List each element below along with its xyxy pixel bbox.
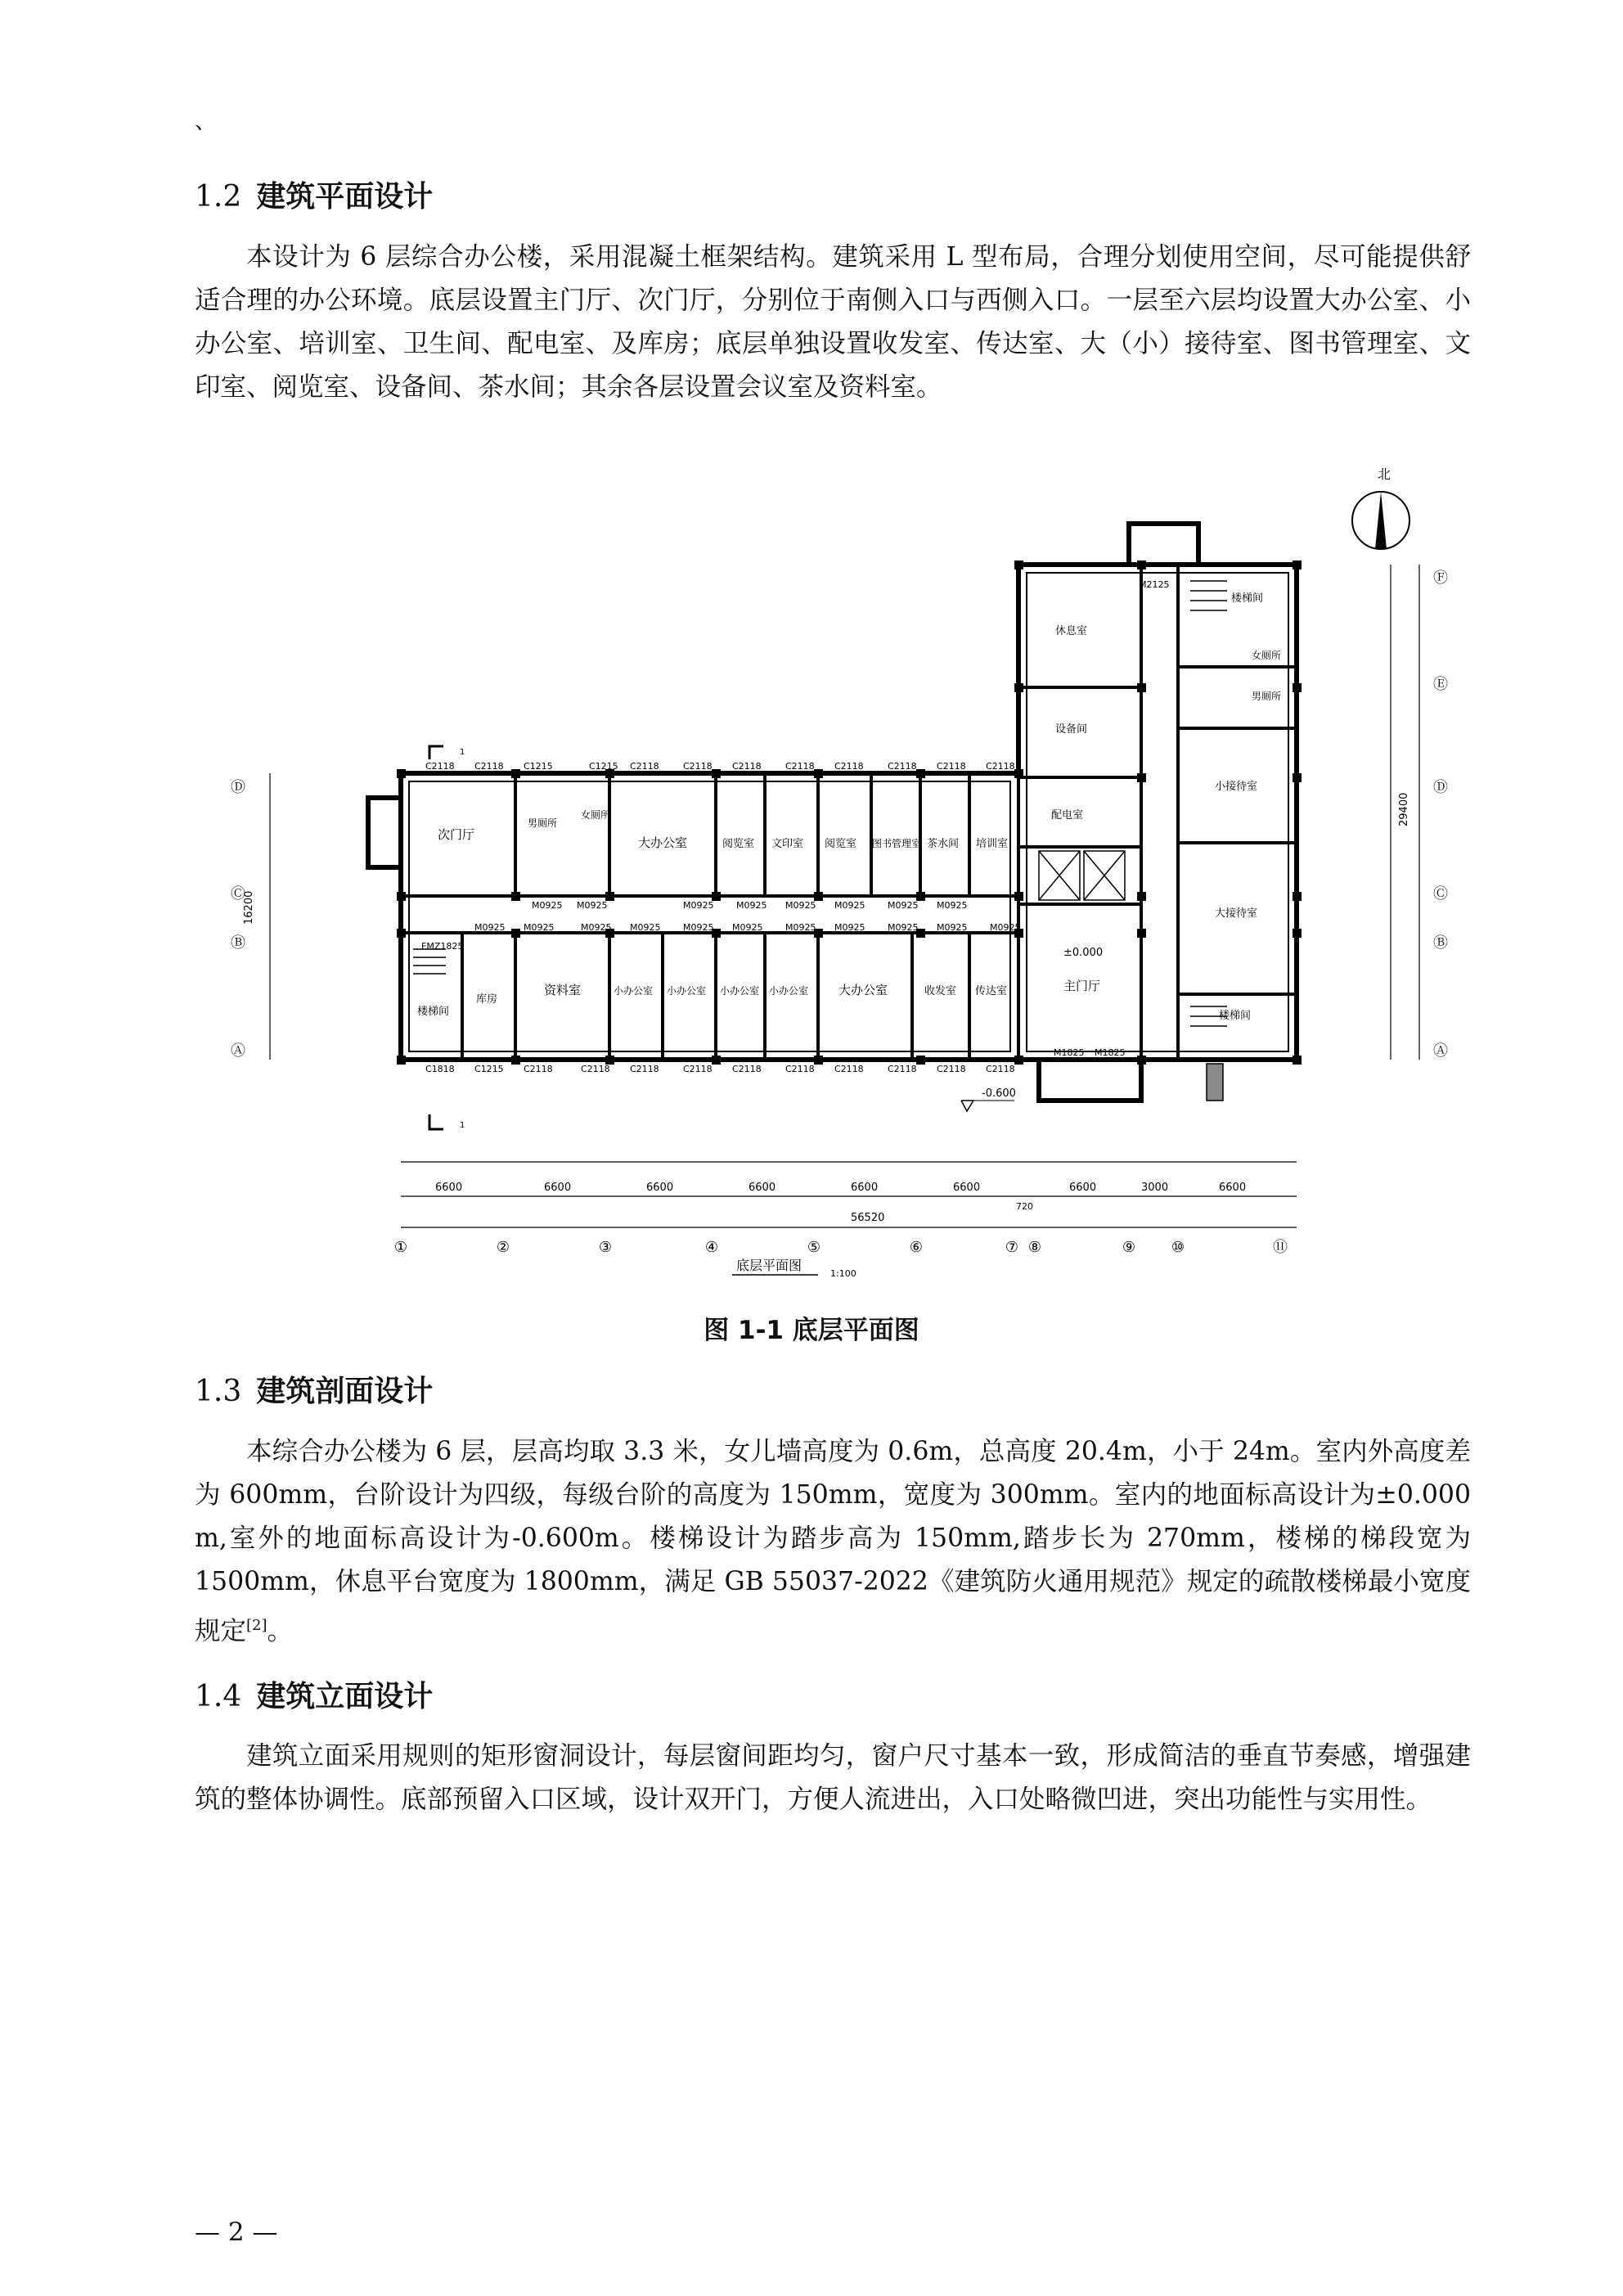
room-label: 传达室 xyxy=(975,985,1008,997)
bay-dim: 6600 xyxy=(1219,1182,1247,1194)
section-title: 建筑立面设计 xyxy=(256,1680,434,1713)
window-code: C2118 xyxy=(834,761,864,772)
window-code: C2118 xyxy=(630,1064,659,1074)
room-label: 大办公室 xyxy=(638,835,688,850)
drawing-title xyxy=(732,1258,856,1279)
door-code: M0925 xyxy=(785,922,816,933)
svg-text:1: 1 xyxy=(460,1121,465,1130)
door-code: M0925 xyxy=(683,922,714,933)
door-code: M0925 xyxy=(736,900,767,911)
section-number: 1.2 xyxy=(195,180,242,214)
room-label: 休息室 xyxy=(1055,625,1088,637)
window-code: C2118 xyxy=(986,1064,1015,1074)
bay-dim: 6600 xyxy=(544,1182,572,1194)
room-label: 男厕所 xyxy=(528,817,558,829)
room-label: 楼梯间 xyxy=(1231,592,1264,605)
door-code: M0925 xyxy=(532,900,563,911)
door-code: M0925 xyxy=(990,922,1021,933)
room-label: 大接待室 xyxy=(1215,907,1258,920)
section-paragraph-1-4: 建筑立面采用规则的矩形窗洞设计，每层窗间距均匀，窗户尺寸基本一致，形成简洁的垂直节奏感，增强建筑的整体协调性。底部预留入口区域，设计双开门，方便人流进出，入口处略微凹进，突出功能性与实用性。 xyxy=(195,1741,1471,1814)
bay-dim: 3000 xyxy=(1141,1182,1169,1194)
section-paragraph-1-3 xyxy=(195,1430,1471,1654)
figure-caption: 图 1-1 底层平面图 xyxy=(704,1316,919,1345)
citation[interactable]: [2] xyxy=(246,1617,268,1634)
axis-label: ④ xyxy=(704,1239,719,1256)
axis-label: Ⓓ xyxy=(1433,779,1448,796)
bay-dim: 6600 xyxy=(953,1182,981,1194)
bay-dim: 6600 xyxy=(1069,1182,1097,1194)
door-code: M0925 xyxy=(937,900,968,911)
room-label: 阅览室 xyxy=(722,838,755,850)
room-label: 次门厅 xyxy=(438,827,475,842)
section-title: 建筑剖面设计 xyxy=(256,1375,434,1408)
axis-label: ③ xyxy=(598,1239,613,1256)
paragraph-end: 。 xyxy=(267,1616,294,1646)
window-code: C2118 xyxy=(683,1064,713,1074)
axis-label: Ⓒ xyxy=(231,885,245,903)
section-paragraph-1-2: 本设计为 6 层综合办公楼，采用混凝土框架结构。建筑采用 L 型布局，合理分划使用空间，尽可能提供舒适合理的办公环境。底层设置主门厅、次门厅，分别位于南侧入口与西侧入口。一层至六层均设置大办公室、小办公室、培训室、卫生间、配电室、及库房；底层单独设置收发室、传达室、大（小）接待室、图书管理室、文印室、阅览室、设备间、茶水间；其余各层设置会议室及资料室。 xyxy=(195,242,1471,402)
axis-bubbles xyxy=(231,569,1448,1256)
window-code: C2118 xyxy=(425,761,455,772)
door-code: M1825 xyxy=(1054,1047,1085,1058)
axis-label: ① xyxy=(393,1239,408,1256)
section-number: 1.4 xyxy=(195,1680,242,1713)
bay-dim: 720 xyxy=(1016,1201,1033,1212)
door-code: M1825 xyxy=(1095,1047,1126,1058)
door-code: M0925 xyxy=(785,900,816,911)
window-code: C2118 xyxy=(785,1064,815,1074)
room-label: 小办公室 xyxy=(667,985,707,997)
stair-elevator-symbols xyxy=(413,581,1227,1101)
bay-dim: 6600 xyxy=(435,1182,463,1194)
axis-label: Ⓒ xyxy=(1433,885,1448,903)
window-code: C2118 xyxy=(937,1064,966,1074)
section-number: 1.3 xyxy=(195,1375,242,1408)
floor-plan-drawing xyxy=(213,458,1456,1285)
room-label: 女厕所 xyxy=(1252,650,1282,661)
room-label: 小办公室 xyxy=(720,985,760,997)
room-label: 男厕所 xyxy=(1252,691,1282,702)
door-code: M0925 xyxy=(937,922,968,933)
door-code: M0925 xyxy=(630,922,661,933)
bay-dim: 6600 xyxy=(646,1182,674,1194)
door-code: M0925 xyxy=(834,900,865,911)
room-labels xyxy=(417,592,1281,1022)
axis-label: ⑪ xyxy=(1273,1239,1288,1256)
window-code: C2118 xyxy=(732,1064,762,1074)
room-label: 楼梯间 xyxy=(417,1006,450,1018)
door-code: M0925 xyxy=(474,922,506,933)
axis-label: Ⓕ xyxy=(1433,569,1448,587)
axis-label: ⑦ xyxy=(1005,1239,1019,1256)
window-code: C2118 xyxy=(581,1064,610,1074)
axis-label: Ⓑ xyxy=(231,934,245,952)
room-label: 配电室 xyxy=(1051,809,1084,822)
window-code: C1215 xyxy=(524,761,553,772)
axis-label: ⑨ xyxy=(1122,1239,1136,1256)
room-label: 大办公室 xyxy=(838,983,888,997)
room-label: 培训室 xyxy=(976,838,1009,850)
section-title: 建筑平面设计 xyxy=(256,180,434,214)
room-label: 库房 xyxy=(476,993,498,1006)
axis-label: ⑧ xyxy=(1027,1239,1042,1256)
room-label: 设备间 xyxy=(1055,723,1088,736)
window-code: C2118 xyxy=(888,1064,917,1074)
axis-label: ⑤ xyxy=(807,1239,821,1256)
bay-dim: 6600 xyxy=(749,1182,776,1194)
section-heading-1-4 xyxy=(195,1673,433,1715)
axis-label: Ⓐ xyxy=(231,1042,245,1060)
top-mark: 、 xyxy=(195,110,217,134)
door-code: M0925 xyxy=(683,900,714,911)
outer-walls xyxy=(368,524,1297,1101)
window-code: C2118 xyxy=(474,761,504,772)
window-code: C2118 xyxy=(732,761,762,772)
door-code: M2125 xyxy=(1139,579,1170,590)
room-label: 收发室 xyxy=(924,985,957,997)
axis-label: Ⓐ xyxy=(1433,1042,1448,1060)
door-code: M0925 xyxy=(888,922,919,933)
room-label: 楼梯间 xyxy=(1219,1010,1252,1022)
drawing-title-text: 底层平面图 xyxy=(736,1258,803,1273)
total-length: 56520 xyxy=(851,1212,885,1224)
room-label: 茶水间 xyxy=(927,838,960,850)
elevation-indoor: ±0.000 xyxy=(1063,947,1104,959)
door-code: M0925 xyxy=(834,922,865,933)
window-code: C2118 xyxy=(888,761,917,772)
svg-text:1: 1 xyxy=(460,748,465,757)
window-code: C2118 xyxy=(937,761,966,772)
room-label: 小办公室 xyxy=(769,985,809,997)
axis-label: ⑩ xyxy=(1171,1239,1185,1256)
door-code: FMZ1825 xyxy=(421,941,464,952)
total-depth-right: 29400 xyxy=(1398,792,1410,826)
room-label: 文印室 xyxy=(771,838,804,850)
paragraph-text: 本综合办公楼为 6 层，层高均取 3.3 米，女儿墙高度为 0.6m，总高度 20.4m，小于 24m。室内外高度差为 600mm，台阶设计为四级，每级台阶的高度为 150mm，宽度为 300mm。室内的地面标高设计为±0.000 m,室外的地面标高设计为-0.600m。楼梯设计为踏步高为 150mm,踏步长为 270mm，楼梯的梯段宽为 1500mm，休息平台宽度为 1800mm，满足 GB 55037-2022《建筑防火通用规范》规定的疏散楼梯最小宽度规定 xyxy=(195,1437,1471,1646)
window-code: C2118 xyxy=(785,761,815,772)
section-markers xyxy=(429,746,1016,1130)
room-label: 主门厅 xyxy=(1063,979,1101,993)
window-code: C1818 xyxy=(425,1064,455,1074)
north-arrow xyxy=(1352,466,1409,549)
window-code: C2118 xyxy=(683,761,713,772)
drawing-scale: 1:100 xyxy=(830,1268,856,1279)
elevation-outdoor: -0.600 xyxy=(982,1087,1016,1100)
door-code: M0925 xyxy=(732,922,763,933)
section-heading-1-2 xyxy=(195,173,433,215)
north-label: 北 xyxy=(1378,466,1391,482)
room-label: 资料室 xyxy=(544,983,582,997)
room-label: 女厕所 xyxy=(581,809,611,821)
window-code: C2118 xyxy=(834,1064,864,1074)
total-depth-left: 16200 xyxy=(243,890,255,925)
axis-label: Ⓓ xyxy=(231,779,245,796)
page-number: — 2 — xyxy=(195,2217,278,2247)
room-label: 图书管理室 xyxy=(872,838,922,849)
door-code: M0925 xyxy=(581,922,612,933)
axis-label: ⑥ xyxy=(909,1239,924,1256)
section-heading-1-3 xyxy=(195,1368,433,1410)
door-code: M0925 xyxy=(577,900,608,911)
room-label: 阅览室 xyxy=(825,838,857,850)
room-label: 小办公室 xyxy=(614,985,654,997)
window-code: C1215 xyxy=(589,761,618,772)
window-code: C1215 xyxy=(474,1064,504,1074)
window-code: C2118 xyxy=(986,761,1015,772)
axis-label: Ⓑ xyxy=(1433,934,1448,952)
door-code: M0925 xyxy=(888,900,919,911)
axis-label: ② xyxy=(496,1239,510,1256)
window-code: C2118 xyxy=(524,1064,553,1074)
door-code: M0925 xyxy=(524,922,555,933)
room-label: 小接待室 xyxy=(1215,781,1258,793)
bay-dim: 6600 xyxy=(851,1182,879,1194)
axis-label: Ⓔ xyxy=(1433,676,1448,693)
window-code: C2118 xyxy=(630,761,659,772)
